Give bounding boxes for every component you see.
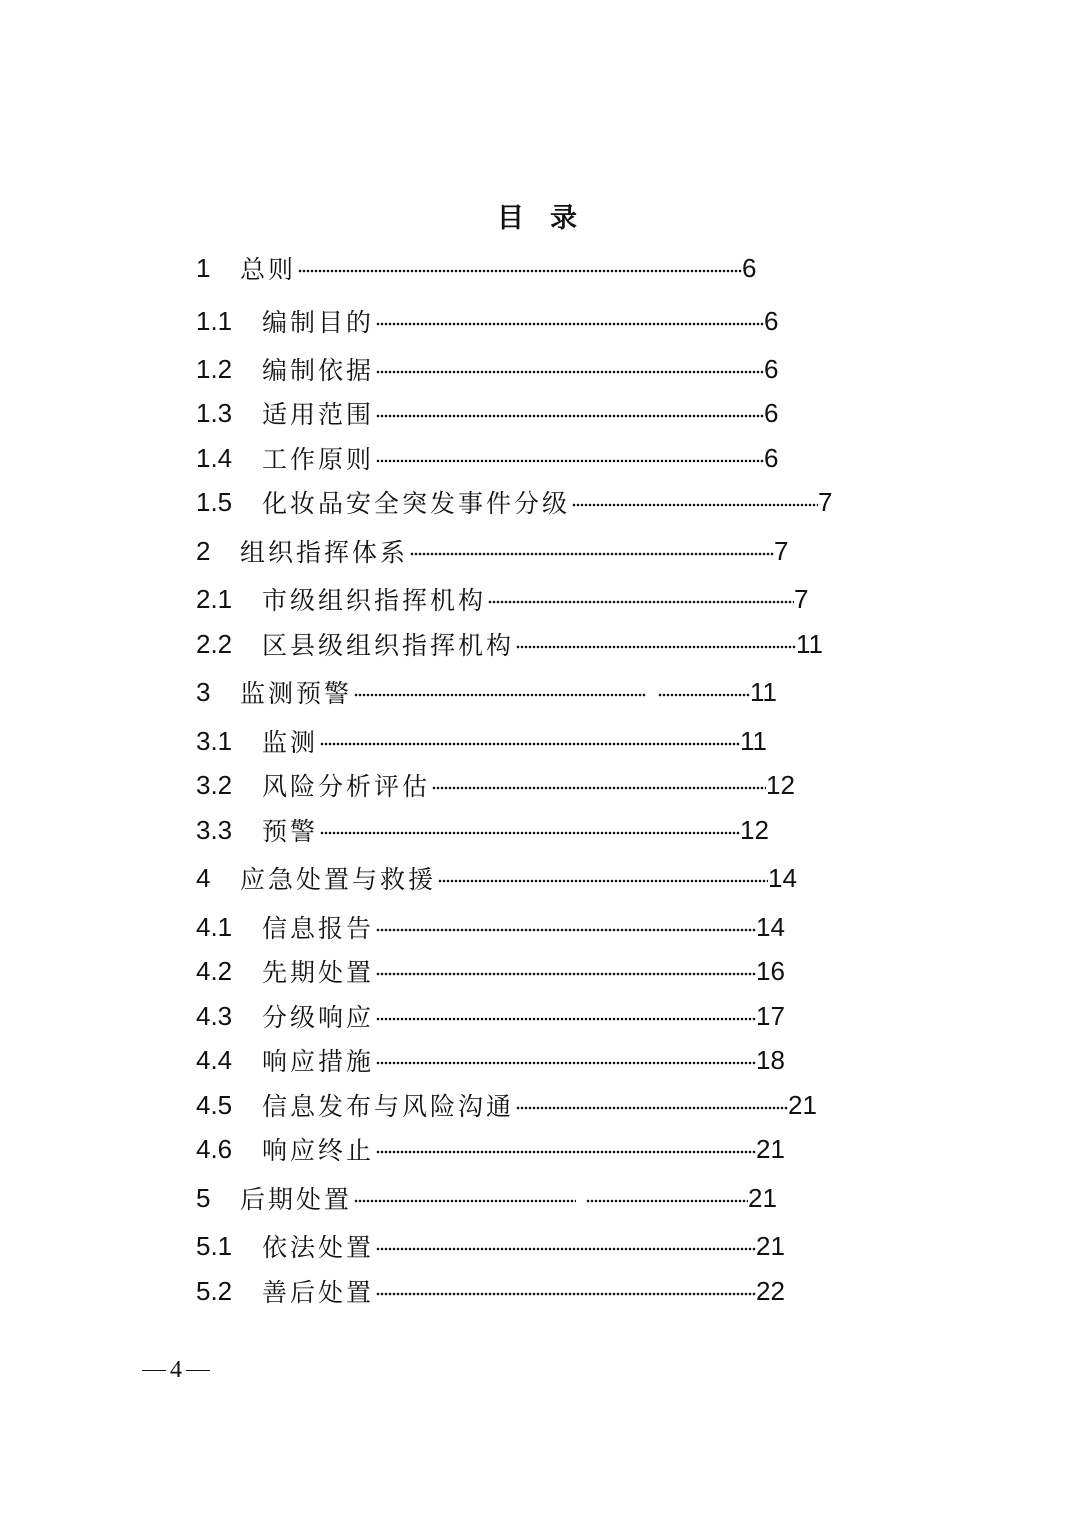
dot-leader <box>376 927 756 933</box>
toc-page: 17 <box>756 1000 785 1031</box>
toc-page: 6 <box>764 397 779 428</box>
toc-entry-1-2[interactable] <box>196 351 778 387</box>
dot-leader <box>438 878 768 884</box>
toc-label: 预警 <box>262 817 319 846</box>
toc-entry-2[interactable] <box>196 533 788 569</box>
toc-label: 总则 <box>240 255 297 284</box>
toc-page: 14 <box>756 911 785 942</box>
dot-leader <box>320 741 740 747</box>
toc-entry-5-1[interactable] <box>196 1228 785 1264</box>
toc-number: 4.6 <box>196 1133 233 1164</box>
toc-label: 分级响应 <box>262 1003 375 1032</box>
dot-leader <box>354 692 646 698</box>
dot-leader <box>376 1149 756 1155</box>
toc-entry-2-2[interactable] <box>196 626 823 662</box>
dot-leader <box>376 369 764 375</box>
toc-number: 2.1 <box>196 583 233 614</box>
toc-label: 风险分析评估 <box>262 772 431 801</box>
toc-label: 市级组织指挥机构 <box>262 586 487 615</box>
dot-leader <box>354 1198 576 1204</box>
toc-label: 编制依据 <box>262 356 375 385</box>
footer-page-number: 4 <box>170 1357 182 1383</box>
dot-leader <box>376 1291 756 1297</box>
dot-leader <box>572 502 818 508</box>
dot-leader <box>410 551 774 557</box>
toc-page: 7 <box>818 486 833 517</box>
toc-entry-4-6[interactable] <box>196 1131 785 1167</box>
toc-label: 区县级组织指挥机构 <box>262 631 515 660</box>
title-char-2: 录 <box>550 203 577 234</box>
toc-number: 1.4 <box>196 442 233 473</box>
toc-label: 信息发布与风险沟通 <box>262 1092 515 1121</box>
dot-leader <box>586 1198 748 1204</box>
toc-label: 化妆品安全突发事件分级 <box>262 489 571 518</box>
toc-page: 11 <box>750 676 778 707</box>
toc-label: 善后处置 <box>262 1278 375 1307</box>
toc-entry-1-1[interactable] <box>196 303 778 339</box>
toc-label: 监测 <box>262 728 319 757</box>
toc-label: 工作原则 <box>262 445 375 474</box>
page-title <box>0 196 1074 235</box>
footer-dash-left <box>142 1370 166 1372</box>
toc-page: 21 <box>748 1182 777 1213</box>
toc-entry-3-3[interactable] <box>196 812 769 848</box>
toc-number: 4.4 <box>196 1044 233 1075</box>
toc-label: 适用范围 <box>262 400 375 429</box>
toc-number: 5.1 <box>196 1230 233 1261</box>
toc-label: 监测预警 <box>240 679 353 708</box>
toc-number: 5.2 <box>196 1275 233 1306</box>
toc-page: 12 <box>766 769 795 800</box>
toc-entry-3[interactable] <box>196 674 777 710</box>
toc-label: 先期处置 <box>262 958 375 987</box>
toc-number: 4.5 <box>196 1089 233 1120</box>
toc-page: 18 <box>756 1044 785 1075</box>
toc-number: 2.2 <box>196 628 233 659</box>
toc-number: 1.2 <box>196 353 233 384</box>
toc-label: 响应终止 <box>262 1136 375 1165</box>
toc-entry-4-2[interactable] <box>196 953 785 989</box>
dot-leader <box>376 1060 756 1066</box>
toc-number: 1.1 <box>196 305 233 336</box>
toc-page: 21 <box>756 1230 785 1261</box>
toc-page: 16 <box>756 955 785 986</box>
dot-leader <box>376 321 764 327</box>
dot-leader <box>298 268 742 274</box>
toc-entry-4-3[interactable] <box>196 998 785 1034</box>
toc-number: 1.3 <box>196 397 233 428</box>
toc-page: 6 <box>764 442 779 473</box>
toc-label: 信息报告 <box>262 914 375 943</box>
toc-entry-5[interactable] <box>196 1180 777 1216</box>
toc-page: 7 <box>774 535 789 566</box>
toc-entry-3-2[interactable] <box>196 767 795 803</box>
toc-page: 11 <box>796 628 824 659</box>
toc-label: 后期处置 <box>240 1185 353 1214</box>
toc-label: 组织指挥体系 <box>240 538 409 567</box>
toc-page: 7 <box>794 583 809 614</box>
toc-label: 编制目的 <box>262 308 375 337</box>
toc-entry-1-5[interactable] <box>196 484 832 520</box>
toc-number: 4.3 <box>196 1000 233 1031</box>
dot-leader <box>320 830 740 836</box>
toc-page: 14 <box>768 862 797 893</box>
toc-label: 依法处置 <box>262 1233 375 1262</box>
dot-leader <box>376 971 756 977</box>
toc-entry-1[interactable] <box>196 250 756 286</box>
toc-label: 应急处置与救援 <box>240 865 437 894</box>
toc-number: 3.3 <box>196 814 233 845</box>
toc-number: 3.2 <box>196 769 233 800</box>
toc-page: 6 <box>742 252 757 283</box>
toc-number: 5 <box>196 1182 211 1213</box>
dot-leader <box>516 644 796 650</box>
toc-page: 6 <box>764 305 779 336</box>
title-char-1: 目 <box>497 203 524 234</box>
dot-leader <box>376 1016 756 1022</box>
toc-number: 1 <box>196 252 211 283</box>
toc-page: 21 <box>756 1133 785 1164</box>
toc-entry-2-1[interactable] <box>196 581 808 617</box>
toc-number: 1.5 <box>196 486 233 517</box>
toc-number: 4.2 <box>196 955 233 986</box>
dot-leader <box>376 458 764 464</box>
toc-entry-1-4[interactable] <box>196 440 778 476</box>
toc-number: 4.1 <box>196 911 233 942</box>
toc-entry-3-1[interactable] <box>196 723 767 759</box>
toc-page: 11 <box>740 725 768 756</box>
page-footer <box>138 1357 214 1384</box>
toc-entry-4-5[interactable] <box>196 1087 817 1123</box>
footer-dash-right <box>186 1370 210 1372</box>
toc-page: 12 <box>740 814 769 845</box>
dot-leader <box>516 1105 788 1111</box>
toc-number: 2 <box>196 535 211 566</box>
toc-page: 22 <box>756 1275 785 1306</box>
dot-leader <box>376 413 764 419</box>
toc-label: 响应措施 <box>262 1047 375 1076</box>
dot-leader <box>376 1246 756 1252</box>
toc-number: 4 <box>196 862 211 893</box>
toc-number: 3 <box>196 676 211 707</box>
toc-entry-4[interactable] <box>196 860 797 896</box>
toc-page: 6 <box>764 353 779 384</box>
toc-entry-1-3[interactable] <box>196 395 778 431</box>
toc-page: 21 <box>788 1089 817 1120</box>
toc-entry-4-4[interactable] <box>196 1042 785 1078</box>
dot-leader <box>658 692 750 698</box>
dot-leader <box>488 599 794 605</box>
toc-entry-5-2[interactable] <box>196 1273 785 1309</box>
toc-entry-4-1[interactable] <box>196 909 785 945</box>
toc-number: 3.1 <box>196 725 233 756</box>
dot-leader <box>432 785 766 791</box>
